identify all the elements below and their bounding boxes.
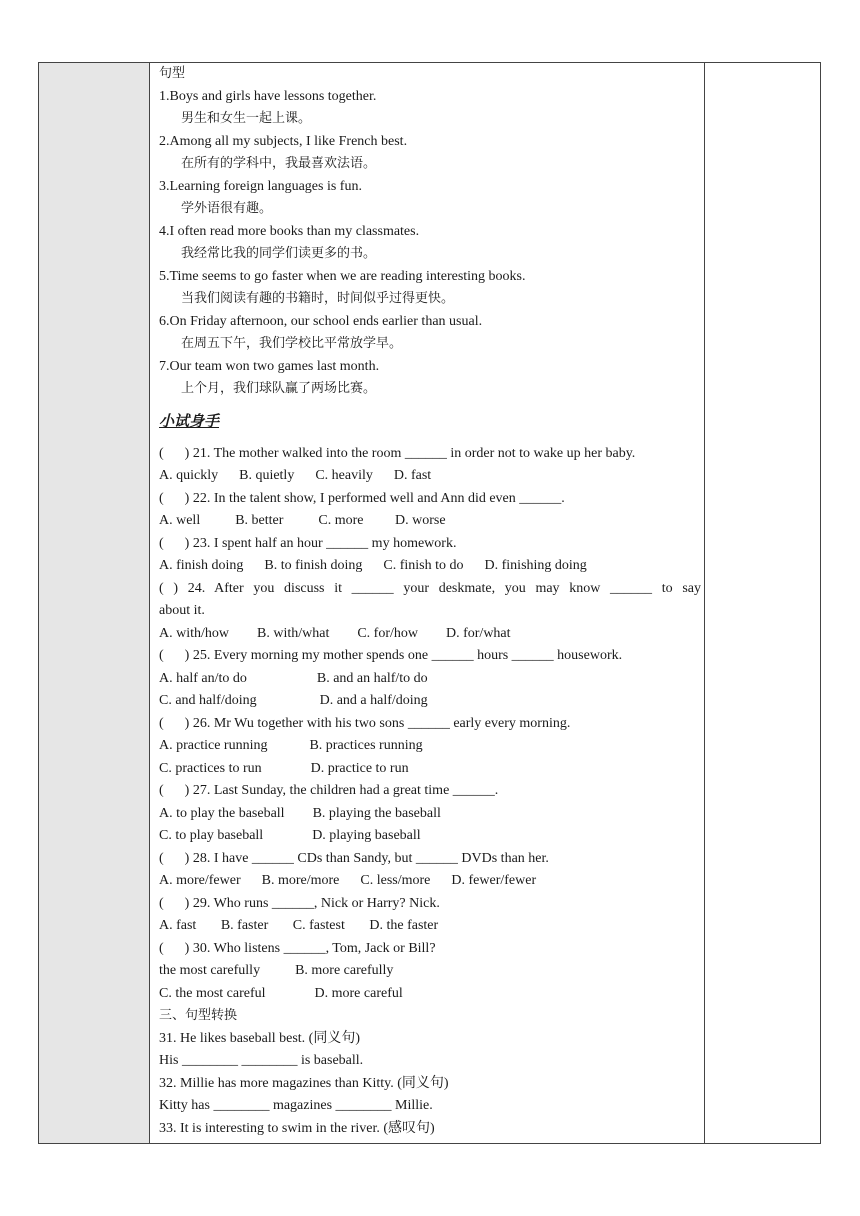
- transform-line: 31. He likes baseball best. (同义句): [159, 1030, 361, 1046]
- sentence-english: 2.Among all my subjects, I like French best.: [159, 133, 408, 149]
- question-options: A. half an/to do B. and an half/to do: [159, 670, 428, 686]
- sentence-english: 1.Boys and girls have lessons together.: [159, 88, 377, 104]
- question-options: C. the most careful D. more careful: [159, 985, 403, 1001]
- question-options: A. fast B. faster C. fastest D. the faster: [159, 918, 439, 933]
- sentence-english: 7.Our team won two games last month.: [159, 358, 380, 374]
- question-options: C. to play baseball D. playing baseball: [159, 828, 421, 843]
- question-stem: ( ) 28. I have ______ CDs than Sandy, but ______ DVDs than her.: [159, 850, 549, 866]
- practice-heading: 小试身手: [159, 411, 220, 430]
- sentence-chinese: 我经常比我的同学们读更多的书。: [181, 246, 377, 261]
- transform-line: Kitty has ________ magazines ________ Millie.: [159, 1098, 433, 1113]
- question-stem: ( ) 30. Who listens ______, Tom, Jack or Bill?: [159, 940, 436, 956]
- question-options: A. more/fewer B. more/more C. less/more D. fewer/fewer: [159, 873, 537, 888]
- sentence-english: 4.I often read more books than my classmates.: [159, 223, 420, 239]
- question-stem: ( ) 29. Who runs ______, Nick or Harry? Nick.: [159, 895, 440, 911]
- worksheet-table: [38, 62, 821, 1144]
- sentence-chinese: 上个月，我们球队赢了两场比赛。: [181, 381, 377, 396]
- question-stem: ( ) 26. Mr Wu together with his two sons ______ early every morning.: [159, 715, 571, 731]
- transform-line: His ________ ________ is baseball.: [159, 1053, 364, 1068]
- question-stem: ( ) 22. In the talent show, I performed well and Ann did even ______.: [159, 490, 565, 506]
- question-stem: ( ) 24. After you discuss it ______ your deskmate, you may know ______ to say: [159, 580, 701, 596]
- question-options: A. finish doing B. to finish doing C. finish to do D. finishing doing: [159, 558, 587, 573]
- question-stem: ( ) 27. Last Sunday, the children had a great time ______.: [159, 783, 499, 798]
- question-stem: ( ) 25. Every morning my mother spends one ______ hours ______ housework.: [159, 648, 623, 663]
- transform-line: 32. Millie has more magazines than Kitty. (同义句): [159, 1075, 449, 1091]
- question-options: the most carefully B. more carefully: [159, 963, 394, 978]
- sentence-chinese: 在所有的学科中，我最喜欢法语。: [181, 156, 377, 171]
- question-options: C. practices to run D. practice to run: [159, 760, 409, 776]
- sentence-english: 5.Time seems to go faster when we are reading interesting books.: [159, 268, 526, 284]
- transform-list: [159, 1028, 701, 1141]
- section3-title: 三、句型转换: [159, 1008, 238, 1023]
- content-column: [159, 63, 701, 1140]
- question-stem: ( ) 21. The mother walked into the room ______ in order not to wake up her baby.: [159, 445, 636, 461]
- transform-line: 33. It is interesting to swim in the river. (感叹句): [159, 1120, 435, 1136]
- left-column: [39, 63, 150, 1143]
- sentence-english: 6.On Friday afternoon, our school ends earlier than usual.: [159, 313, 483, 329]
- sentence-english: 3.Learning foreign languages is fun.: [159, 178, 362, 194]
- sentence-list: [159, 86, 701, 401]
- question-stem: ( ) 23. I spent half an hour ______ my homework.: [159, 535, 457, 551]
- question-options: A. quickly B. quietly C. heavily D. fast: [159, 468, 432, 483]
- right-column: [704, 63, 820, 1143]
- question-stem-continued: about it.: [159, 603, 205, 618]
- question-options: C. and half/doing D. and a half/doing: [159, 693, 428, 708]
- question-options: A. well B. better C. more D. worse: [159, 513, 446, 528]
- question-options: A. with/how B. with/what C. for/how D. for/what: [159, 625, 511, 641]
- question-options: A. to play the baseball B. playing the baseball: [159, 805, 441, 821]
- sentence-chinese: 在周五下午，我们学校比平常放学早。: [181, 336, 403, 351]
- sentence-chinese: 当我们阅读有趣的书籍时，时间似乎过得更快。: [181, 291, 455, 306]
- sentence-chinese: 男生和女生一起上课。: [181, 111, 312, 126]
- sentence-chinese: 学外语很有趣。: [181, 201, 273, 216]
- question-options: A. practice running B. practices running: [159, 738, 423, 753]
- question-list: [159, 443, 701, 1006]
- section-title: 句型: [159, 66, 186, 81]
